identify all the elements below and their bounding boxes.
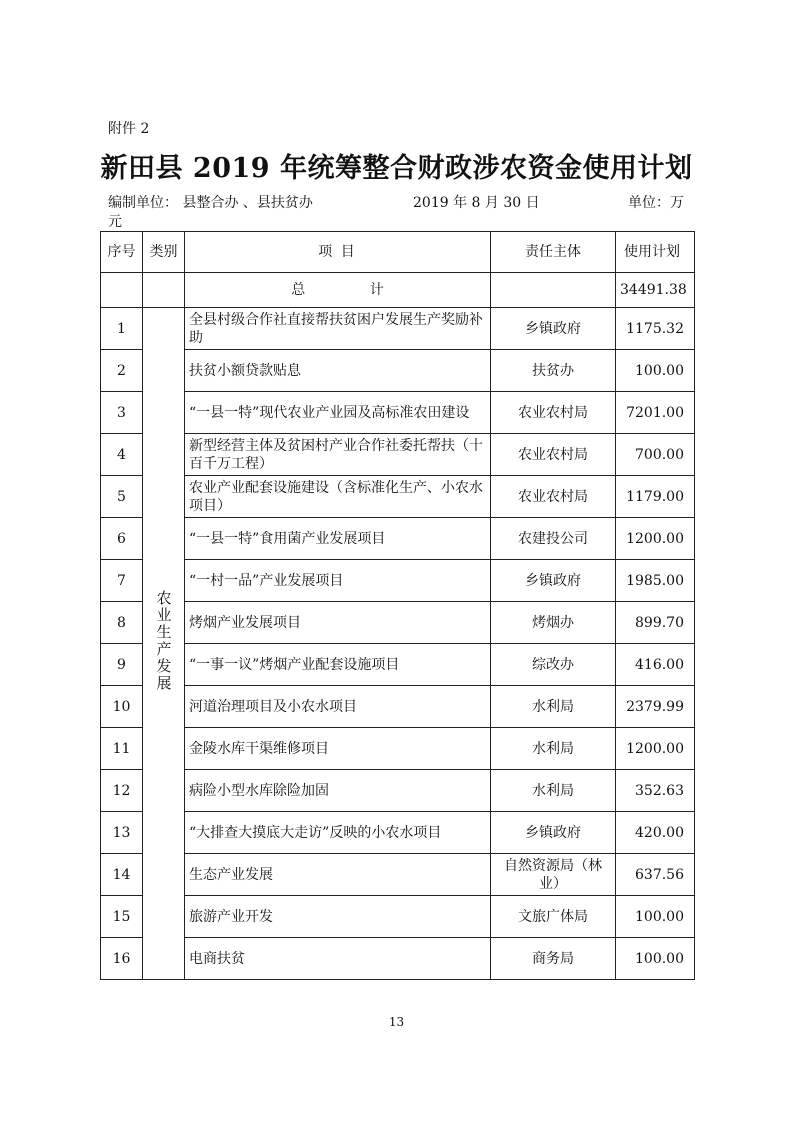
row-seq: 2 xyxy=(101,350,143,392)
row-responsible: 农业农村局 xyxy=(491,434,616,476)
row-responsible: 农业农村局 xyxy=(491,476,616,518)
total-responsible-cell xyxy=(491,273,616,308)
row-responsible: 乡镇政府 xyxy=(491,308,616,350)
row-seq: 6 xyxy=(101,518,143,560)
row-seq: 16 xyxy=(101,938,143,980)
row-amount: 1985.00 xyxy=(616,560,695,602)
row-item: 电商扶贫 xyxy=(185,938,491,980)
row-item: “一县一特”现代农业产业园及高标准农田建设 xyxy=(185,392,491,434)
table-row xyxy=(101,518,695,560)
compile-date: 2019 年 8 月 30 日 xyxy=(413,195,540,211)
table-row xyxy=(101,770,695,812)
header-seq: 序号 xyxy=(101,232,143,273)
header-category: 类别 xyxy=(143,232,185,273)
compiler-unit: 编制单位： 县整合办 、县扶贫办 xyxy=(108,195,313,211)
total-seq-cell xyxy=(101,273,143,308)
row-item: 旅游产业开发 xyxy=(185,896,491,938)
amount-unit: 单位：万 xyxy=(628,195,684,211)
row-seq: 7 xyxy=(101,560,143,602)
document-title: 新田县 2019 年统筹整合财政涉农资金使用计划 xyxy=(100,153,693,184)
row-amount: 100.00 xyxy=(616,938,695,980)
category-cell xyxy=(143,308,185,980)
row-amount: 1179.00 xyxy=(616,476,695,518)
row-responsible: 水利局 xyxy=(491,686,616,728)
table-row xyxy=(101,308,695,350)
table-row xyxy=(101,812,695,854)
row-responsible: 水利局 xyxy=(491,770,616,812)
row-item: 全县村级合作社直接帮扶贫困户发展生产奖励补助 xyxy=(185,308,491,350)
table-row xyxy=(101,560,695,602)
row-responsible: 乡镇政府 xyxy=(491,812,616,854)
row-seq: 8 xyxy=(101,602,143,644)
row-amount: 2379.99 xyxy=(616,686,695,728)
row-seq: 3 xyxy=(101,392,143,434)
row-responsible: 水利局 xyxy=(491,728,616,770)
row-item: 烤烟产业发展项目 xyxy=(185,602,491,644)
row-seq: 15 xyxy=(101,896,143,938)
table-row xyxy=(101,854,695,896)
row-amount: 899.70 xyxy=(616,602,695,644)
row-amount: 1175.32 xyxy=(616,308,695,350)
table-row xyxy=(101,392,695,434)
header-item: 项 目 xyxy=(185,232,491,273)
category-label: 农业生产发展 xyxy=(154,590,173,692)
row-responsible: 综改办 xyxy=(491,644,616,686)
table-row xyxy=(101,434,695,476)
table-row xyxy=(101,938,695,980)
table-row xyxy=(101,728,695,770)
row-item: “一村一品”产业发展项目 xyxy=(185,560,491,602)
row-seq: 12 xyxy=(101,770,143,812)
total-row xyxy=(101,273,695,308)
row-responsible: 文旅广体局 xyxy=(491,896,616,938)
row-item: 农业产业配套设施建设（含标准化生产、小农水项目） xyxy=(185,476,491,518)
row-seq: 14 xyxy=(101,854,143,896)
row-responsible: 商务局 xyxy=(491,938,616,980)
row-seq: 10 xyxy=(101,686,143,728)
row-seq: 9 xyxy=(101,644,143,686)
row-amount: 100.00 xyxy=(616,350,695,392)
total-category-cell xyxy=(143,273,185,308)
attachment-label: 附件 2 xyxy=(108,121,150,137)
row-seq: 4 xyxy=(101,434,143,476)
row-item: 扶贫小额贷款贴息 xyxy=(185,350,491,392)
row-responsible: 自然资源局（林业） xyxy=(491,854,616,896)
row-seq: 1 xyxy=(101,308,143,350)
table-row xyxy=(101,644,695,686)
row-amount: 416.00 xyxy=(616,644,695,686)
row-responsible: 烤烟办 xyxy=(491,602,616,644)
header-responsible: 责任主体 xyxy=(491,232,616,273)
row-amount: 637.56 xyxy=(616,854,695,896)
row-amount: 100.00 xyxy=(616,896,695,938)
row-seq: 5 xyxy=(101,476,143,518)
row-item: “一事一议”烤烟产业配套设施项目 xyxy=(185,644,491,686)
row-item: 病险小型水库除险加固 xyxy=(185,770,491,812)
row-item: 新型经营主体及贫困村产业合作社委托帮扶（十百千万工程） xyxy=(185,434,491,476)
row-seq: 11 xyxy=(101,728,143,770)
table-row xyxy=(101,350,695,392)
table-header-row xyxy=(101,232,695,273)
row-seq: 13 xyxy=(101,812,143,854)
header-amount: 使用计划 xyxy=(616,232,695,273)
table-row xyxy=(101,476,695,518)
funding-plan-table xyxy=(100,231,695,980)
table-row xyxy=(101,602,695,644)
row-item: 河道治理项目及小农水项目 xyxy=(185,686,491,728)
row-amount: 352.63 xyxy=(616,770,695,812)
row-amount: 700.00 xyxy=(616,434,695,476)
row-item: “一县一特”食用菌产业发展项目 xyxy=(185,518,491,560)
row-amount: 1200.00 xyxy=(616,728,695,770)
total-label: 总 计 xyxy=(185,273,491,308)
total-amount: 34491.38 xyxy=(616,273,695,308)
amount-unit-wrap: 元 xyxy=(108,214,122,230)
table-row xyxy=(101,896,695,938)
row-amount: 7201.00 xyxy=(616,392,695,434)
row-amount: 420.00 xyxy=(616,812,695,854)
row-responsible: 乡镇政府 xyxy=(491,560,616,602)
row-item: 金陵水库干渠维修项目 xyxy=(185,728,491,770)
table-row xyxy=(101,686,695,728)
row-responsible: 农建投公司 xyxy=(491,518,616,560)
page-number: 13 xyxy=(388,1015,405,1029)
row-amount: 1200.00 xyxy=(616,518,695,560)
row-item: “大排查大摸底大走访”反映的小农水项目 xyxy=(185,812,491,854)
row-responsible: 农业农村局 xyxy=(491,392,616,434)
row-item: 生态产业发展 xyxy=(185,854,491,896)
row-responsible: 扶贫办 xyxy=(491,350,616,392)
